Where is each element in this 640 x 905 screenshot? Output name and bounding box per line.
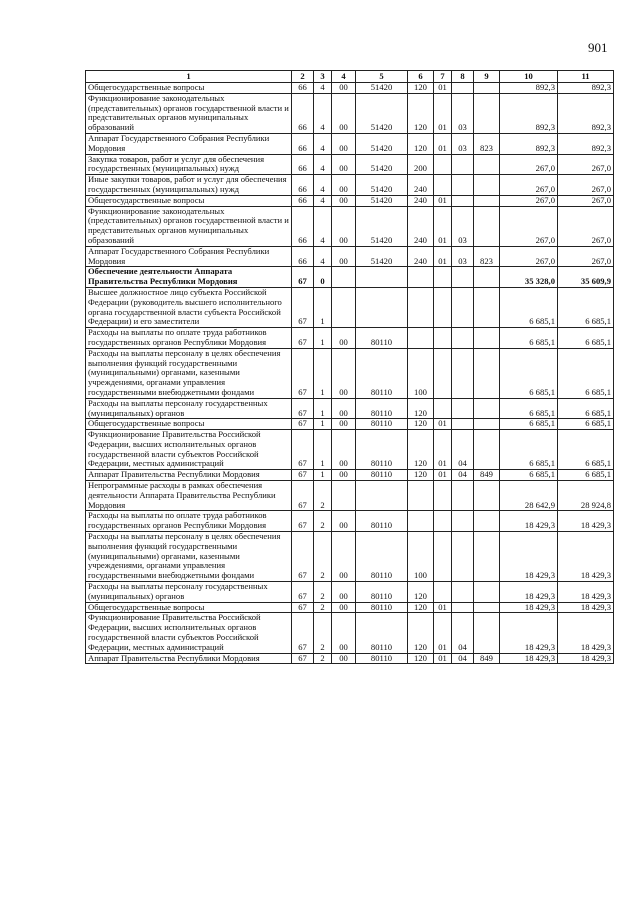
code-cell: 03 <box>452 93 474 133</box>
code-cell <box>434 532 452 582</box>
code-cell: 80110 <box>356 602 408 613</box>
code-cell <box>408 481 434 511</box>
code-cell <box>474 602 500 613</box>
code-cell: 00 <box>332 653 356 664</box>
code-cell: 01 <box>434 93 452 133</box>
column-header: 2 <box>292 71 314 83</box>
row-name: Аппарат Правительства Республики Мордовия <box>86 470 292 481</box>
code-cell: 51420 <box>356 206 408 246</box>
amount-cell: 18 429,3 <box>558 532 614 582</box>
code-cell <box>434 287 452 327</box>
code-cell <box>474 154 500 175</box>
row-name: Общегосударственные вопросы <box>86 419 292 430</box>
amount-cell: 892,3 <box>558 83 614 94</box>
column-header: 11 <box>558 71 614 83</box>
code-cell: 51420 <box>356 154 408 175</box>
code-cell: 1 <box>314 287 332 327</box>
amount-cell: 267,0 <box>558 246 614 267</box>
amount-cell: 18 429,3 <box>500 613 558 653</box>
code-cell <box>434 267 452 288</box>
code-cell <box>452 398 474 419</box>
amount-cell: 6 685,1 <box>558 430 614 470</box>
code-cell: 00 <box>332 133 356 154</box>
code-cell: 00 <box>332 470 356 481</box>
code-cell: 66 <box>292 133 314 154</box>
row-name: Общегосударственные вопросы <box>86 83 292 94</box>
amount-cell: 6 685,1 <box>500 328 558 349</box>
code-cell: 4 <box>314 206 332 246</box>
code-cell: 04 <box>452 470 474 481</box>
table-row <box>86 195 614 206</box>
code-cell <box>474 430 500 470</box>
code-cell: 51420 <box>356 133 408 154</box>
code-cell: 01 <box>434 206 452 246</box>
code-cell <box>332 481 356 511</box>
code-cell <box>452 481 474 511</box>
code-cell: 00 <box>332 246 356 267</box>
header-row <box>86 71 614 83</box>
code-cell: 120 <box>408 602 434 613</box>
code-cell: 67 <box>292 582 314 603</box>
code-cell <box>474 613 500 653</box>
column-header: 6 <box>408 71 434 83</box>
table-row <box>86 175 614 196</box>
code-cell: 120 <box>408 430 434 470</box>
code-cell: 01 <box>434 602 452 613</box>
row-name: Закупка товаров, работ и услуг для обеспечения государственных (муниципальных) нужд <box>86 154 292 175</box>
code-cell: 67 <box>292 511 314 532</box>
amount-cell: 267,0 <box>558 195 614 206</box>
budget-table <box>85 70 614 664</box>
code-cell: 67 <box>292 602 314 613</box>
code-cell <box>474 532 500 582</box>
code-cell <box>452 154 474 175</box>
code-cell: 04 <box>452 613 474 653</box>
amount-cell: 6 685,1 <box>500 419 558 430</box>
code-cell: 67 <box>292 470 314 481</box>
row-name: Общегосударственные вопросы <box>86 195 292 206</box>
code-cell <box>474 195 500 206</box>
code-cell: 240 <box>408 206 434 246</box>
code-cell <box>474 93 500 133</box>
column-header: 8 <box>452 71 474 83</box>
row-name: Расходы на выплаты персоналу в целях обеспечения выполнения функций государственными (муниципальными) органами, казенными учреждениями, органами управления государственными внебюджетными фондами <box>86 348 292 398</box>
code-cell: 00 <box>332 206 356 246</box>
code-cell: 823 <box>474 133 500 154</box>
amount-cell: 267,0 <box>500 154 558 175</box>
code-cell: 66 <box>292 175 314 196</box>
amount-cell: 18 429,3 <box>558 653 614 664</box>
table-row <box>86 470 614 481</box>
code-cell: 00 <box>332 93 356 133</box>
table-row <box>86 511 614 532</box>
table-row <box>86 246 614 267</box>
row-name: Обеспечение деятельности Аппарата Правительства Республики Мордовия <box>86 267 292 288</box>
column-header: 9 <box>474 71 500 83</box>
table-row <box>86 653 614 664</box>
code-cell: 03 <box>452 133 474 154</box>
code-cell: 1 <box>314 419 332 430</box>
table-row <box>86 133 614 154</box>
column-header: 5 <box>356 71 408 83</box>
code-cell: 00 <box>332 511 356 532</box>
code-cell: 03 <box>452 206 474 246</box>
code-cell: 849 <box>474 470 500 481</box>
amount-cell: 28 642,9 <box>500 481 558 511</box>
row-name: Расходы на выплаты по оплате труда работников государственных органов Республики Мордовия <box>86 511 292 532</box>
code-cell: 01 <box>434 430 452 470</box>
code-cell <box>356 287 408 327</box>
code-cell: 2 <box>314 653 332 664</box>
code-cell <box>474 267 500 288</box>
code-cell: 4 <box>314 133 332 154</box>
code-cell <box>356 267 408 288</box>
table-row <box>86 532 614 582</box>
code-cell: 2 <box>314 582 332 603</box>
amount-cell: 18 429,3 <box>558 613 614 653</box>
code-cell <box>408 267 434 288</box>
table-row <box>86 481 614 511</box>
code-cell <box>474 511 500 532</box>
code-cell: 67 <box>292 653 314 664</box>
code-cell: 80110 <box>356 470 408 481</box>
code-cell <box>408 328 434 349</box>
code-cell: 80110 <box>356 419 408 430</box>
code-cell: 4 <box>314 195 332 206</box>
code-cell <box>408 287 434 327</box>
amount-cell: 18 429,3 <box>558 602 614 613</box>
amount-cell: 6 685,1 <box>500 470 558 481</box>
code-cell: 66 <box>292 195 314 206</box>
table-row <box>86 613 614 653</box>
code-cell: 67 <box>292 419 314 430</box>
amount-cell: 892,3 <box>558 133 614 154</box>
code-cell: 1 <box>314 430 332 470</box>
code-cell: 240 <box>408 246 434 267</box>
code-cell <box>474 328 500 349</box>
amount-cell: 267,0 <box>500 195 558 206</box>
amount-cell: 35 328,0 <box>500 267 558 288</box>
row-name: Аппарат Государственного Собрания Республики Мордовия <box>86 246 292 267</box>
amount-cell: 6 685,1 <box>500 430 558 470</box>
amount-cell: 892,3 <box>500 93 558 133</box>
column-header: 7 <box>434 71 452 83</box>
code-cell <box>474 348 500 398</box>
amount-cell: 18 429,3 <box>500 532 558 582</box>
code-cell <box>452 419 474 430</box>
amount-cell: 892,3 <box>500 83 558 94</box>
amount-cell: 18 429,3 <box>558 582 614 603</box>
code-cell <box>356 481 408 511</box>
code-cell <box>434 348 452 398</box>
code-cell: 1 <box>314 470 332 481</box>
code-cell: 1 <box>314 348 332 398</box>
code-cell: 01 <box>434 419 452 430</box>
code-cell <box>474 83 500 94</box>
code-cell: 80110 <box>356 398 408 419</box>
table-row <box>86 348 614 398</box>
table-row <box>86 267 614 288</box>
code-cell: 66 <box>292 93 314 133</box>
code-cell <box>332 287 356 327</box>
code-cell: 823 <box>474 246 500 267</box>
code-cell: 00 <box>332 582 356 603</box>
code-cell: 01 <box>434 653 452 664</box>
code-cell <box>408 511 434 532</box>
table-row <box>86 602 614 613</box>
code-cell <box>474 175 500 196</box>
amount-cell: 6 685,1 <box>558 328 614 349</box>
row-name: Иные закупки товаров, работ и услуг для обеспечения государственных (муниципальных) нужд <box>86 175 292 196</box>
code-cell: 80110 <box>356 511 408 532</box>
amount-cell: 267,0 <box>500 175 558 196</box>
code-cell: 120 <box>408 582 434 603</box>
code-cell: 80110 <box>356 653 408 664</box>
amount-cell: 267,0 <box>500 246 558 267</box>
code-cell: 67 <box>292 532 314 582</box>
code-cell: 0 <box>314 267 332 288</box>
code-cell: 80110 <box>356 532 408 582</box>
code-cell: 80110 <box>356 582 408 603</box>
code-cell <box>434 175 452 196</box>
amount-cell: 35 609,9 <box>558 267 614 288</box>
code-cell: 67 <box>292 328 314 349</box>
row-name: Непрограммные расходы в рамках обеспечения деятельности Аппарата Правительства Республики Мордовия <box>86 481 292 511</box>
table-row <box>86 287 614 327</box>
amount-cell: 18 429,3 <box>500 582 558 603</box>
code-cell <box>452 532 474 582</box>
code-cell: 00 <box>332 175 356 196</box>
row-name: Расходы на выплаты персоналу государственных (муниципальных) органов <box>86 582 292 603</box>
code-cell: 01 <box>434 613 452 653</box>
row-name: Функционирование Правительства Российской Федерации, высших исполнительных органов государственной власти субъектов Российской Федерации, местных администраций <box>86 613 292 653</box>
code-cell: 4 <box>314 154 332 175</box>
amount-cell: 267,0 <box>500 206 558 246</box>
code-cell: 00 <box>332 154 356 175</box>
code-cell: 2 <box>314 481 332 511</box>
code-cell: 03 <box>452 246 474 267</box>
table-row <box>86 328 614 349</box>
column-header: 1 <box>86 71 292 83</box>
amount-cell: 6 685,1 <box>500 398 558 419</box>
code-cell: 00 <box>332 613 356 653</box>
code-cell: 04 <box>452 653 474 664</box>
code-cell: 00 <box>332 328 356 349</box>
code-cell: 120 <box>408 133 434 154</box>
code-cell <box>474 398 500 419</box>
code-cell: 66 <box>292 154 314 175</box>
row-name: Расходы на выплаты персоналу в целях обеспечения выполнения функций государственными (муниципальными) органами, казенными учреждениями, органами управления государственными внебюджетными фондами <box>86 532 292 582</box>
code-cell <box>434 328 452 349</box>
code-cell <box>474 419 500 430</box>
code-cell: 01 <box>434 246 452 267</box>
code-cell: 4 <box>314 93 332 133</box>
column-header: 10 <box>500 71 558 83</box>
code-cell <box>452 602 474 613</box>
amount-cell: 18 429,3 <box>500 602 558 613</box>
code-cell: 2 <box>314 613 332 653</box>
code-cell <box>474 287 500 327</box>
code-cell: 01 <box>434 470 452 481</box>
code-cell <box>452 511 474 532</box>
table-body <box>86 83 614 664</box>
code-cell <box>434 154 452 175</box>
code-cell: 51420 <box>356 175 408 196</box>
code-cell: 120 <box>408 419 434 430</box>
code-cell <box>474 582 500 603</box>
code-cell: 4 <box>314 175 332 196</box>
table-row <box>86 154 614 175</box>
code-cell: 120 <box>408 470 434 481</box>
row-name: Общегосударственные вопросы <box>86 602 292 613</box>
amount-cell: 6 685,1 <box>558 470 614 481</box>
code-cell <box>452 195 474 206</box>
code-cell: 51420 <box>356 93 408 133</box>
amount-cell: 6 685,1 <box>558 398 614 419</box>
code-cell: 00 <box>332 430 356 470</box>
code-cell: 120 <box>408 93 434 133</box>
code-cell <box>434 582 452 603</box>
code-cell: 120 <box>408 613 434 653</box>
code-cell: 120 <box>408 83 434 94</box>
code-cell: 80110 <box>356 430 408 470</box>
code-cell: 01 <box>434 195 452 206</box>
code-cell: 51420 <box>356 246 408 267</box>
code-cell <box>452 83 474 94</box>
code-cell: 2 <box>314 511 332 532</box>
code-cell <box>434 481 452 511</box>
row-name: Расходы на выплаты персоналу государственных (муниципальных) органов <box>86 398 292 419</box>
code-cell: 67 <box>292 430 314 470</box>
row-name: Аппарат Правительства Республики Мордовия <box>86 653 292 664</box>
table-row <box>86 93 614 133</box>
code-cell: 00 <box>332 532 356 582</box>
code-cell: 240 <box>408 175 434 196</box>
code-cell: 00 <box>332 419 356 430</box>
amount-cell: 18 429,3 <box>500 653 558 664</box>
code-cell <box>452 287 474 327</box>
code-cell: 80110 <box>356 348 408 398</box>
code-cell: 00 <box>332 602 356 613</box>
code-cell: 51420 <box>356 83 408 94</box>
code-cell: 66 <box>292 246 314 267</box>
amount-cell: 267,0 <box>558 154 614 175</box>
amount-cell: 6 685,1 <box>500 348 558 398</box>
code-cell: 2 <box>314 532 332 582</box>
code-cell: 1 <box>314 398 332 419</box>
code-cell: 00 <box>332 348 356 398</box>
code-cell: 849 <box>474 653 500 664</box>
code-cell: 67 <box>292 398 314 419</box>
code-cell: 100 <box>408 348 434 398</box>
amount-cell: 6 685,1 <box>558 419 614 430</box>
amount-cell: 18 429,3 <box>558 511 614 532</box>
table-row <box>86 206 614 246</box>
table-row <box>86 398 614 419</box>
amount-cell: 892,3 <box>558 93 614 133</box>
amount-cell: 892,3 <box>500 133 558 154</box>
code-cell: 00 <box>332 83 356 94</box>
code-cell: 00 <box>332 195 356 206</box>
code-cell: 67 <box>292 348 314 398</box>
code-cell <box>474 481 500 511</box>
amount-cell: 18 429,3 <box>500 511 558 532</box>
code-cell <box>434 511 452 532</box>
table-row <box>86 419 614 430</box>
code-cell: 67 <box>292 613 314 653</box>
row-name: Высшее должностное лицо субъекта Российской Федерации (руководитель высшего исполнительного органа государственной власти субъекта Российской Федерации) и его заместители <box>86 287 292 327</box>
row-name: Функционирование законодательных (представительных) органов государственной власти и представительных органов муниципальных образований <box>86 93 292 133</box>
row-name: Функционирование Правительства Российской Федерации, высших исполнительных органов государственной власти субъектов Российской Федерации, местных администраций <box>86 430 292 470</box>
table-row <box>86 83 614 94</box>
code-cell <box>332 267 356 288</box>
code-cell: 4 <box>314 83 332 94</box>
code-cell: 51420 <box>356 195 408 206</box>
amount-cell: 6 685,1 <box>500 287 558 327</box>
table-row <box>86 430 614 470</box>
code-cell: 01 <box>434 83 452 94</box>
code-cell: 67 <box>292 481 314 511</box>
code-cell <box>452 348 474 398</box>
column-header: 4 <box>332 71 356 83</box>
code-cell: 240 <box>408 195 434 206</box>
code-cell: 66 <box>292 83 314 94</box>
code-cell: 120 <box>408 398 434 419</box>
amount-cell: 6 685,1 <box>558 348 614 398</box>
column-header: 3 <box>314 71 332 83</box>
code-cell <box>452 175 474 196</box>
code-cell: 200 <box>408 154 434 175</box>
code-cell: 66 <box>292 206 314 246</box>
code-cell: 2 <box>314 602 332 613</box>
row-name: Расходы на выплаты по оплате труда работников государственных органов Республики Мордовия <box>86 328 292 349</box>
code-cell: 80110 <box>356 328 408 349</box>
code-cell: 4 <box>314 246 332 267</box>
code-cell: 80110 <box>356 613 408 653</box>
code-cell: 1 <box>314 328 332 349</box>
code-cell: 01 <box>434 133 452 154</box>
code-cell <box>452 328 474 349</box>
row-name: Аппарат Государственного Собрания Республики Мордовия <box>86 133 292 154</box>
code-cell: 00 <box>332 398 356 419</box>
amount-cell: 267,0 <box>558 206 614 246</box>
code-cell: 67 <box>292 267 314 288</box>
table-row <box>86 582 614 603</box>
code-cell <box>474 206 500 246</box>
code-cell <box>452 267 474 288</box>
amount-cell: 267,0 <box>558 175 614 196</box>
row-name: Функционирование законодательных (представительных) органов государственной власти и представительных органов муниципальных образований <box>86 206 292 246</box>
amount-cell: 28 924,8 <box>558 481 614 511</box>
amount-cell: 6 685,1 <box>558 287 614 327</box>
code-cell: 100 <box>408 532 434 582</box>
code-cell <box>434 398 452 419</box>
code-cell: 67 <box>292 287 314 327</box>
code-cell: 04 <box>452 430 474 470</box>
code-cell: 120 <box>408 653 434 664</box>
page-number: 901 <box>588 40 608 55</box>
code-cell <box>452 582 474 603</box>
